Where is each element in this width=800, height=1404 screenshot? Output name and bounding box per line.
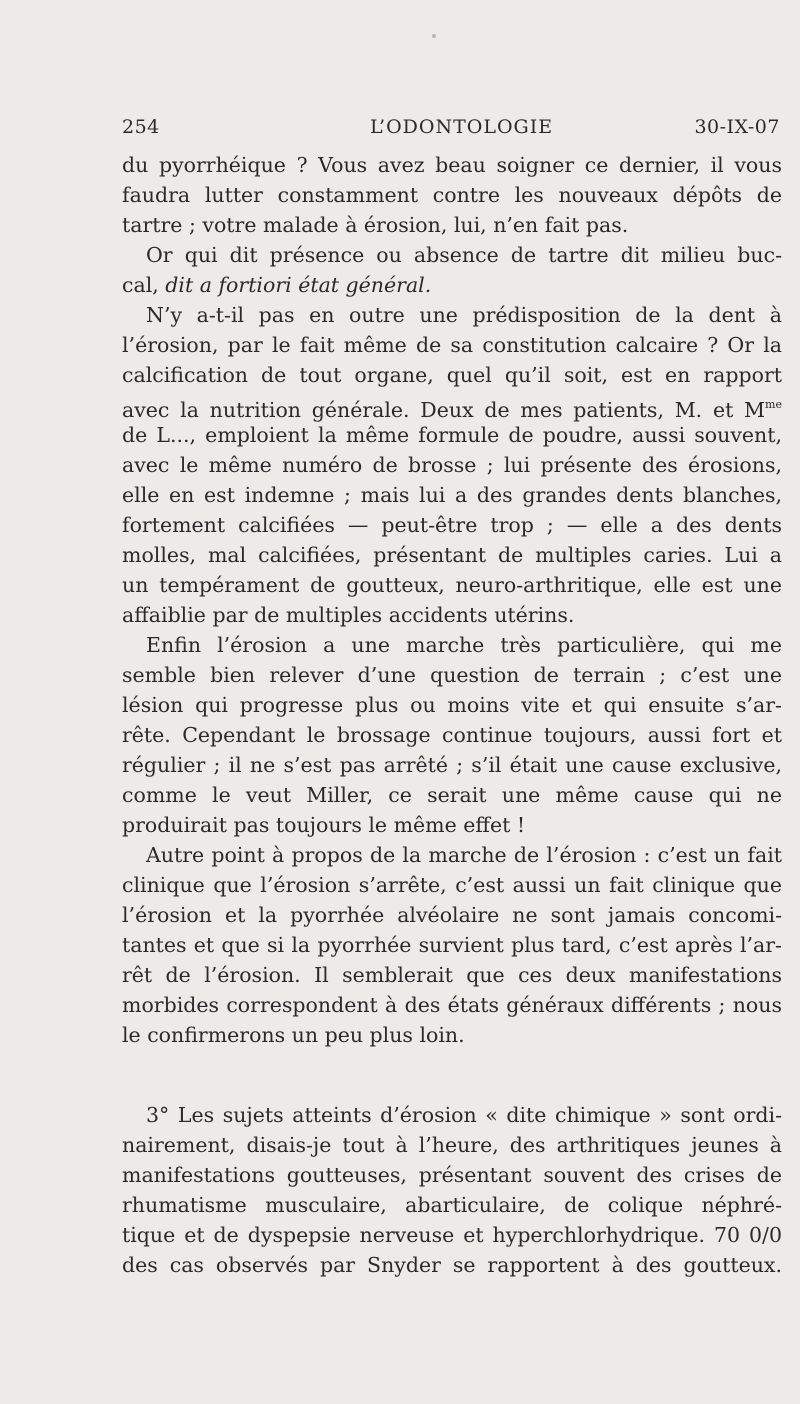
text-line: comme le veut Miller, ce serait une même cause qui ne [122,783,782,807]
text-line: de L..., emploient la même formule de poudre, aussi souvent, [122,423,782,447]
text-line: fortement calcifiées — peut-être trop ; — elle a des dents [122,513,782,537]
text-line: produirait pas toujours le même effet ! [122,813,526,837]
text-line: Enfin l’érosion a une marche très particulière, qui me [146,633,782,657]
text-line: faudra lutter constamment contre les nouveaux dépôts de [122,183,782,207]
section-gap [122,1050,782,1100]
text-line: N’y a-t-il pas en outre une prédisposition de la dent à [146,303,782,327]
text-line: molles, mal calcifiées, présentant de multiples caries. Lui a [122,543,782,567]
text-line: morbides correspondent à des états généraux différents ; nous [122,993,782,1017]
superscript: me [765,398,782,411]
text-line: avec le même numéro de brosse ; lui présente des érosions, [122,453,782,477]
text-line: tique et de dyspepsie nerveuse et hyperchlorhydrique. 70 0/0 [122,1223,782,1247]
running-title: L’ODONTOLOGIE [370,116,554,138]
text-line: Autre point à propos de la marche de l’érosion : c’est un fait [146,843,782,867]
page-speck [432,34,436,38]
text-line: un tempérament de goutteux, neuro-arthritique, elle est une [122,573,782,597]
text-line: tantes et que si la pyorrhée survient plus tard, c’est après l’ar- [122,933,782,957]
text-line: l’érosion et la pyorrhée alvéolaire ne sont jamais concomi- [122,903,782,927]
text-line: nairement, disais-je tout à l’heure, des arthritiques jeunes à [122,1133,782,1157]
page-number: 254 [122,116,160,138]
text-line: affaiblie par de multiples accidents utérins. [122,603,575,627]
text-line: l’érosion, par le fait même de sa constitution calcaire ? Or la [122,333,782,357]
body-text [122,150,782,1280]
italic-phrase: dit a fortiori état général. [165,273,432,297]
text-line: elle en est indemne ; mais lui a des grandes dents blanches, [122,483,782,507]
text-line: calcification de tout organe, quel qu’il soit, est en rapport [122,363,782,387]
text-line: le confirmerons un peu plus loin. [122,1023,465,1047]
running-header [122,116,780,142]
text-line: régulier ; il ne s’est pas arrêté ; s’il était une cause exclusive, [122,753,782,777]
text-line: rhumatisme musculaire, abarticulaire, de colique néphré- [122,1193,782,1217]
text-line: avec la nutrition générale. Deux de mes patients, M. et $M^{me}$ [122,398,782,422]
text-line: tartre ; votre malade à érosion, lui, n’en fait pas. [122,213,629,237]
text-line: rête. Cependant le brossage continue toujours, aussi fort et [122,723,782,747]
text-line: rêt de l’érosion. Il semblerait que ces deux manifestations [122,963,782,987]
text-line: lésion qui progresse plus ou moins vite et qui ensuite s’ar- [122,693,782,717]
text-line: clinique que l’érosion s’arrête, c’est aussi un fait clinique que [122,873,782,897]
text-line: semble bien relever d’une question de terrain ; c’est une [122,663,782,687]
text-line: manifestations goutteuses, présentant souvent des crises de [122,1163,782,1187]
text-line: cal, dit a fortiori état général. [122,273,432,297]
text-line: Or qui dit présence ou absence de tartre dit milieu buc- [146,243,782,267]
issue-date: 30-IX-07 [694,116,780,138]
text-line: du pyorrhéique ? Vous avez beau soigner ce dernier, il vous [122,153,782,177]
text-line: des cas observés par Snyder se rapportent à des goutteux. [122,1253,782,1277]
text-line: 3° Les sujets atteints d’érosion « dite chimique » sont ordi- [146,1103,782,1127]
